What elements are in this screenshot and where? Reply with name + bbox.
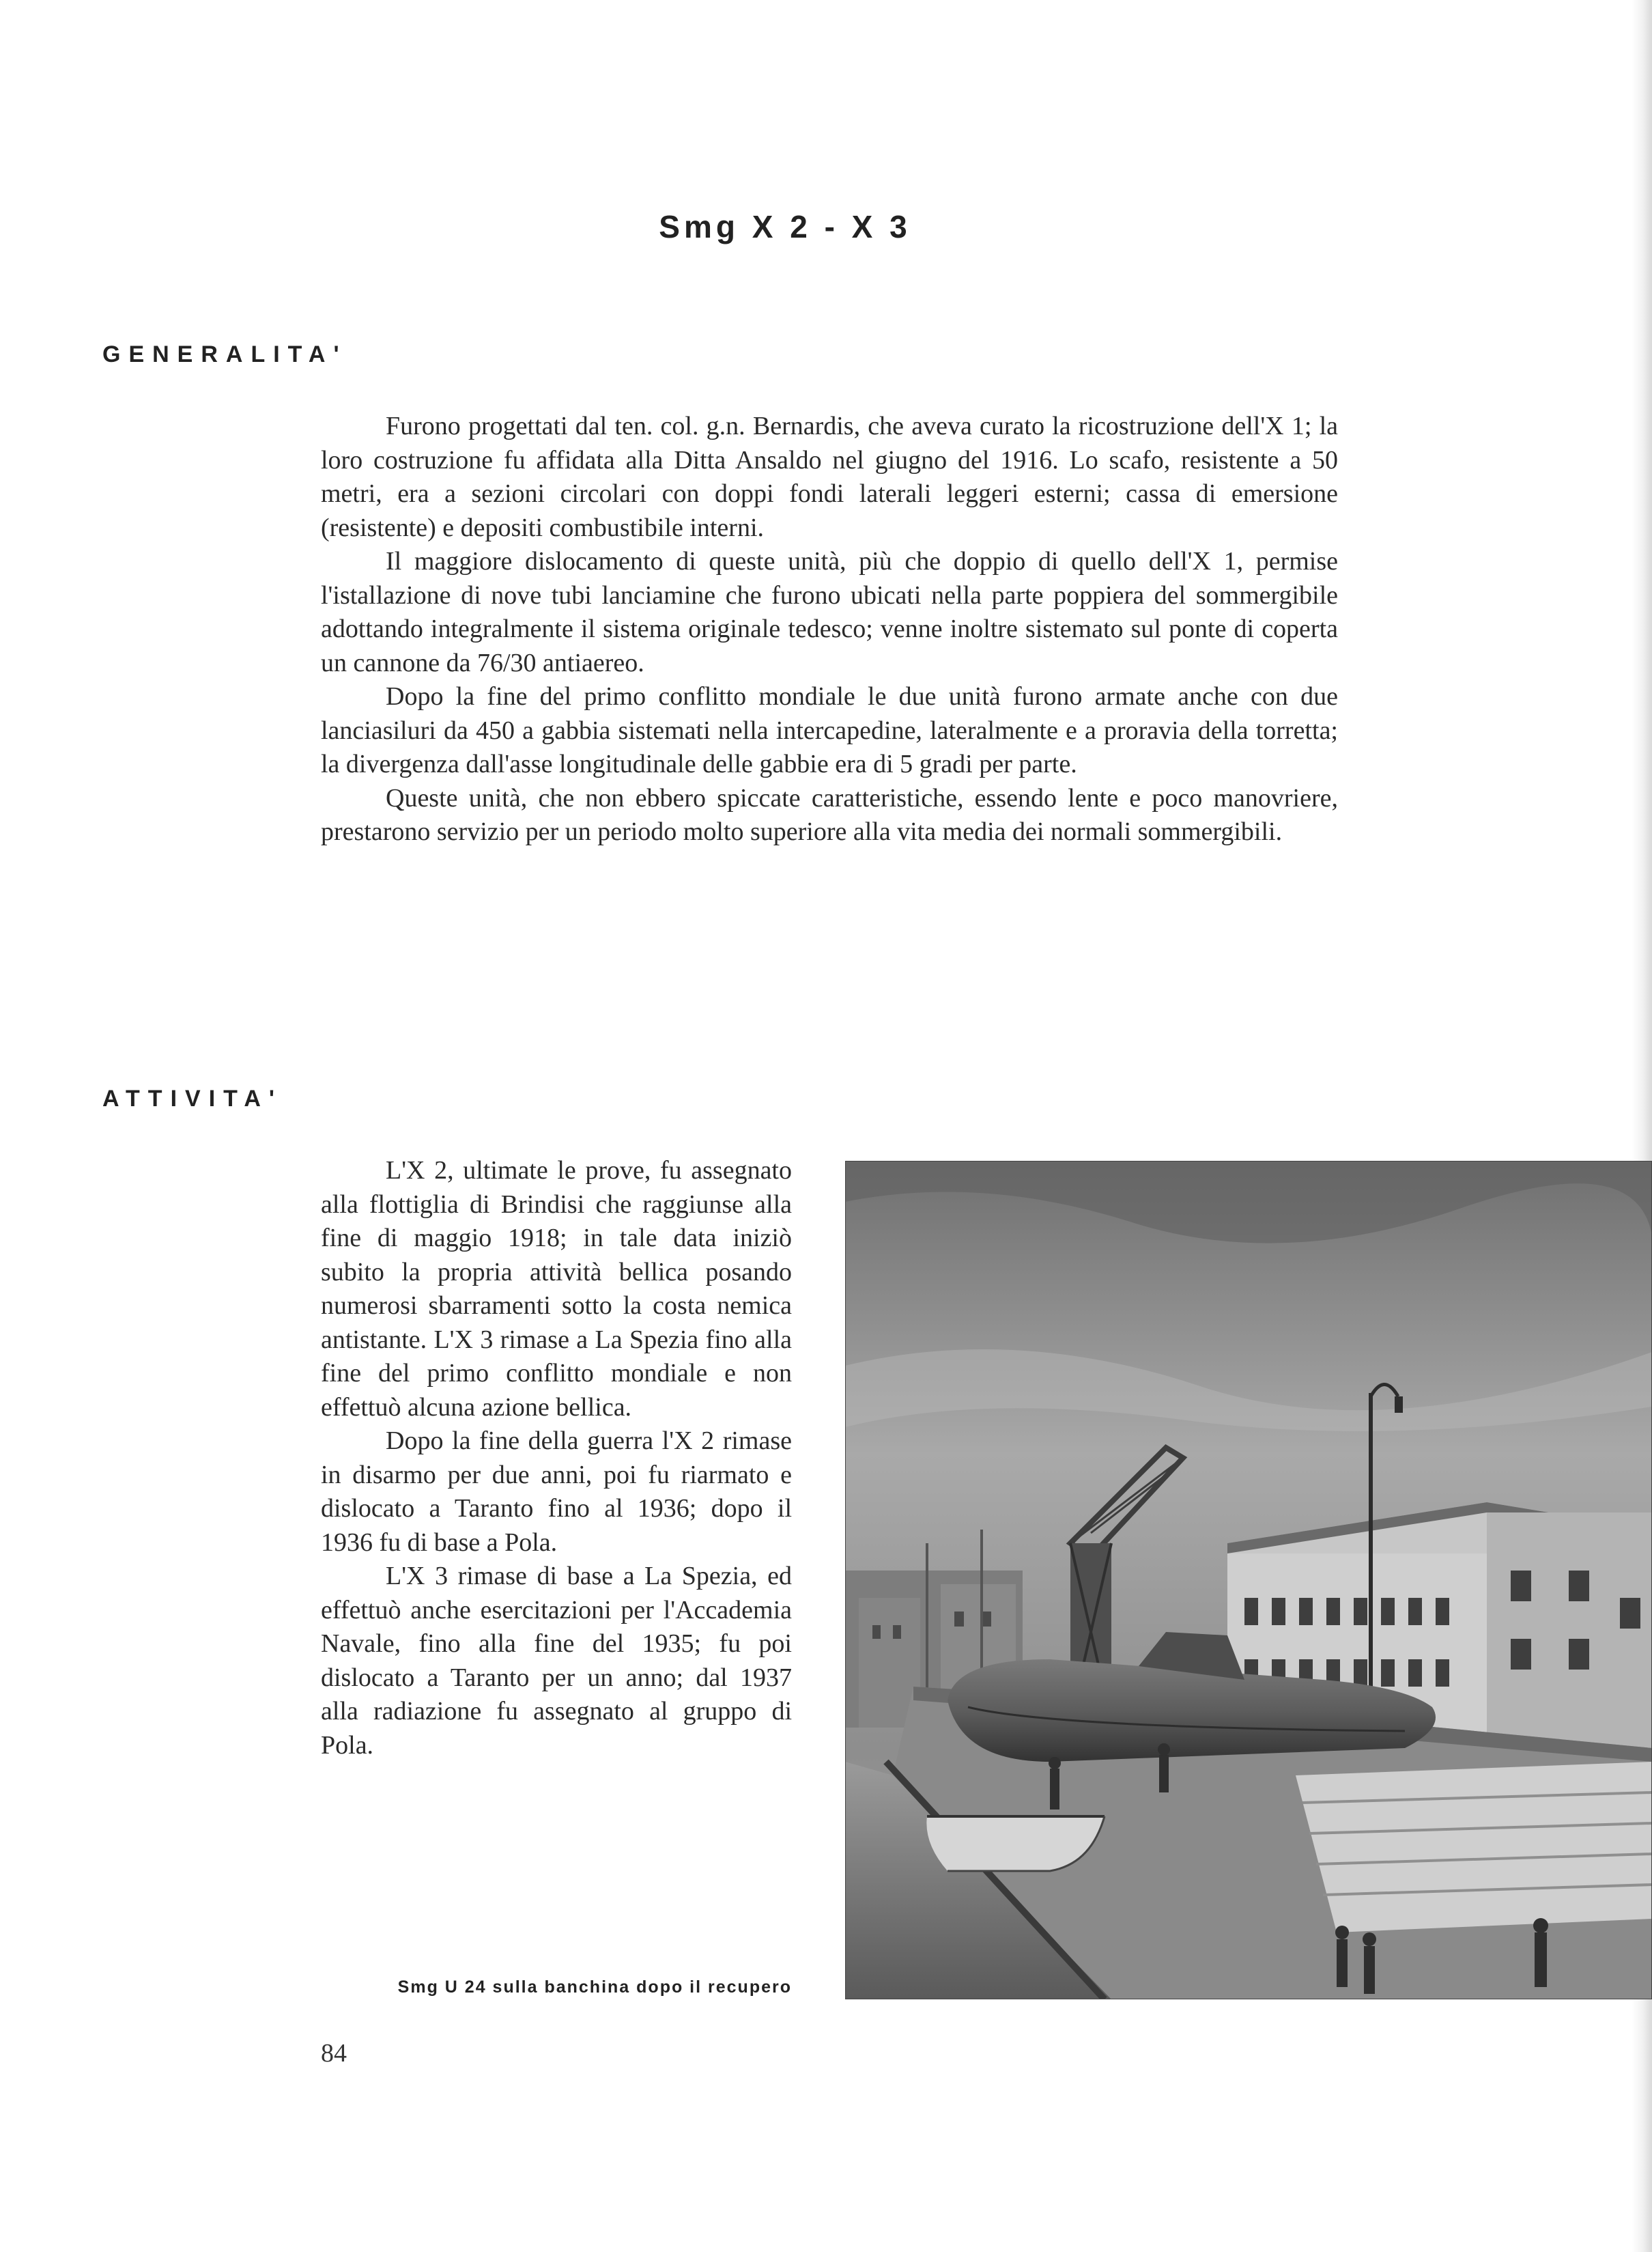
generalita-paragraph: Furono progettati dal ten. col. g.n. Bernardis, che aveva curato la ricostruzione dell'X 1; la loro costruzione fu affidata alla Ditta Ansaldo nel giugno del 1916. Lo scafo, resistente a 50 metri, era a sezioni circolari con doppi fondi laterali leggeri esterni; cassa di emersione (resistente) e depositi combustibile interni. (321, 412, 1338, 542)
attivita-paragraph: L'X 3 rimase di base a La Spezia, ed effettuò anche esercitazioni per l'Accademia Navale, fino alla fine del 1935; fu poi dislocato a Taranto per un anno; dal 1937 alla radiazione fu assegnato al gruppo di Pola. (321, 1562, 792, 1760)
attivita-paragraph: Dopo la fine della guerra l'X 2 rimase in disarmo per due anni, poi fu riarmato e dislocato a Taranto fino al 1936; dopo il 1936 fu di base a Pola. (321, 1426, 792, 1557)
generalita-paragraph: Queste unità, che non ebbero spiccate caratteristiche, essendo lente e poco manovriere, prestarono servizio per un periodo molto superiore alla vita media dei normali sommergibili. (321, 783, 1338, 846)
section-heading-generalita: GENERALITA' (102, 341, 347, 367)
photo-caption: Smg U 24 sulla banchina dopo il recupero (397, 1977, 792, 1997)
generalita-text (321, 410, 1338, 849)
generalita-paragraph: Dopo la fine del primo conflitto mondiale le due unità furono armate anche con due lanciasiluri da 450 a gabbia sistemati nella intercapedine, lateralmente e a proravia della torretta; la divergenza dall'asse longitudinale delle gabbie era di 5 gradi per parte. (321, 682, 1338, 778)
section-heading-attivita: ATTIVITA' (102, 1086, 283, 1112)
generalita-paragraph: Il maggiore dislocamento di queste unità, più che doppio di quello dell'X 1, permise l'istallazione di nove tubi lanciamine che furono ubicati nella parte poppiera del sommergibile adottando integralmente il sistema originale tedesco; venne inoltre sistemato sul ponte di coperta un cannone da 76/30 antiaereo. (321, 547, 1338, 677)
page-number: 84 (321, 2039, 347, 2068)
submarine-dock-photo (845, 1161, 1652, 1999)
attivita-paragraph: L'X 2, ultimate le prove, fu assegnato alla flottiglia di Brindisi che raggiunse alla fine di maggio 1918; in tale data iniziò subito la propria attività bellica posando numerosi sbarramenti sotto la costa nemica antistante. L'X 3 rimase a La Spezia fino alla fine del primo conflitto mondiale e non effettuò alcuna azione bellica. (321, 1156, 792, 1422)
page-title: Smg X 2 - X 3 (659, 209, 911, 244)
attivita-text (321, 1154, 792, 1762)
